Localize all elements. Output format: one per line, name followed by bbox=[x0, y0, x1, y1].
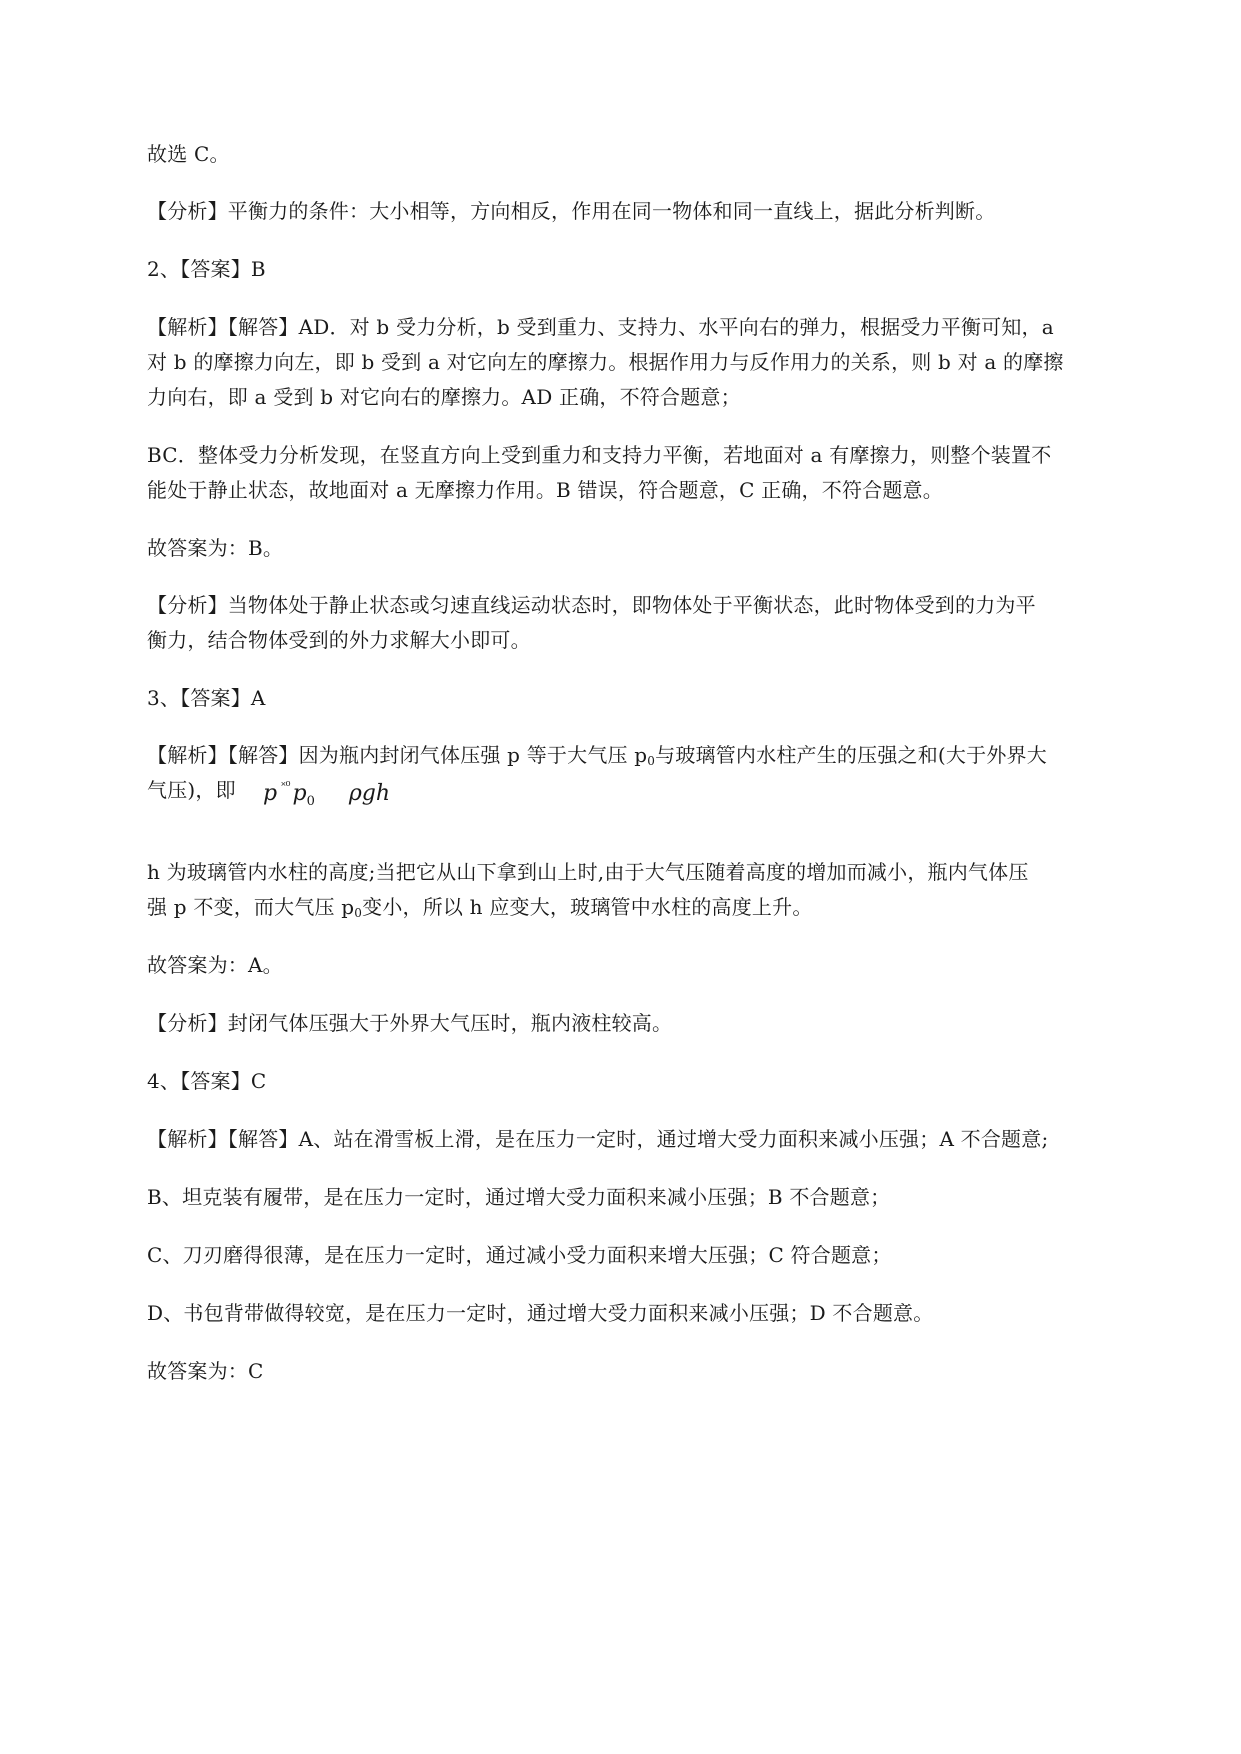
q4-answer-heading: 4、【答案】C bbox=[147, 1069, 267, 1093]
q2-explanation-line-2: 对 b 的摩擦力向左，即 b 受到 a 对它向左的摩擦力。根据作用力与反作用力的关系，则 b 对 a 的摩擦 bbox=[147, 350, 1064, 374]
q3-p0-subscript-2: 0 bbox=[354, 906, 363, 920]
q3-explanation-text-a: 【解析】【解答】因为瓶内封闭气体压强 p 等于大气压 p bbox=[147, 743, 648, 767]
q1-conclusion: 故选 C。 bbox=[147, 142, 230, 166]
q4-option-a: 【解析】【解答】A、站在滑雪板上滑，是在压力一定时，通过增大受力面积来减小压强；A 不合题意; bbox=[147, 1127, 1049, 1151]
formula-rho-g-h: ρgh bbox=[348, 781, 391, 806]
q3-explanation-text-c: 强 p 不变，而大气压 p bbox=[147, 895, 355, 919]
q2-analysis-line-2: 衡力，结合物体受到的外力求解大小即可。 bbox=[147, 628, 531, 652]
q3-explanation-text-d: 变小，所以 h 应变大，玻璃管中水柱的高度上升。 bbox=[362, 895, 813, 919]
q4-option-d: D、书包背带做得较宽，是在压力一定时，通过增大受力面积来减小压强；D 不合题意。 bbox=[147, 1301, 934, 1325]
formula-operator: ˟⁰ bbox=[281, 779, 291, 793]
q3-pressure-formula bbox=[263, 772, 390, 816]
q3-explanation-text-b: 与玻璃管内水柱产生的压强之和(大于外界大 bbox=[655, 743, 1047, 767]
q3-explanation-line-1 bbox=[147, 743, 1107, 767]
q3-conclusion: 故答案为：A。 bbox=[147, 953, 283, 977]
q2-explanation-line-3: 力向右，即 a 受到 b 对它向右的摩擦力。AD 正确，不符合题意； bbox=[147, 385, 741, 409]
q3-explanation-line-3: h 为玻璃管内水柱的高度;当把它从山下拿到山上时,由于大气压随着高度的增加而减小，瓶内气体压 bbox=[147, 860, 1029, 884]
q4-conclusion: 故答案为：C bbox=[147, 1359, 264, 1383]
q2-analysis-line-1: 【分析】当物体处于静止状态或匀速直线运动状态时，即物体处于平衡状态，此时物体受到的力为平 bbox=[147, 593, 1036, 617]
q3-p0-subscript: 0 bbox=[647, 754, 656, 768]
q2-explanation-line-4: BC．整体受力分析发现，在竖直方向上受到重力和支持力平衡，若地面对 a 有摩擦力，则整个装置不 bbox=[147, 443, 1052, 467]
q3-analysis: 【分析】封闭气体压强大于外界大气压时，瓶内液柱较高。 bbox=[147, 1011, 673, 1035]
q1-analysis: 【分析】平衡力的条件：大小相等，方向相反，作用在同一物体和同一直线上，据此分析判断。 bbox=[147, 199, 996, 223]
q2-answer-heading: 2、【答案】B bbox=[147, 257, 266, 281]
formula-p: p bbox=[263, 781, 278, 806]
formula-p0: p bbox=[292, 781, 307, 806]
q2-explanation-line-1: 【解析】【解答】AD．对 b 受力分析，b 受到重力、支持力、水平向右的弹力，根据受力平衡可知，a bbox=[147, 315, 1054, 339]
formula-p0-subscript: 0 bbox=[306, 794, 315, 809]
q3-answer-heading: 3、【答案】A bbox=[147, 686, 266, 710]
q4-option-b: B、坦克装有履带，是在压力一定时，通过增大受力面积来减小压强；B 不合题意； bbox=[147, 1185, 891, 1209]
q2-explanation-line-5: 能处于静止状态，故地面对 a 无摩擦力作用。B 错误，符合题意，C 正确，不符合题意。 bbox=[147, 478, 943, 502]
q4-option-c: C、刀刃磨得很薄，是在压力一定时，通过减小受力面积来增大压强；C 符合题意； bbox=[147, 1243, 892, 1267]
q3-explanation-line-4 bbox=[147, 895, 1107, 919]
q2-conclusion: 故答案为：B。 bbox=[147, 536, 284, 560]
q3-explanation-line-2: 气压)，即 bbox=[147, 778, 236, 802]
